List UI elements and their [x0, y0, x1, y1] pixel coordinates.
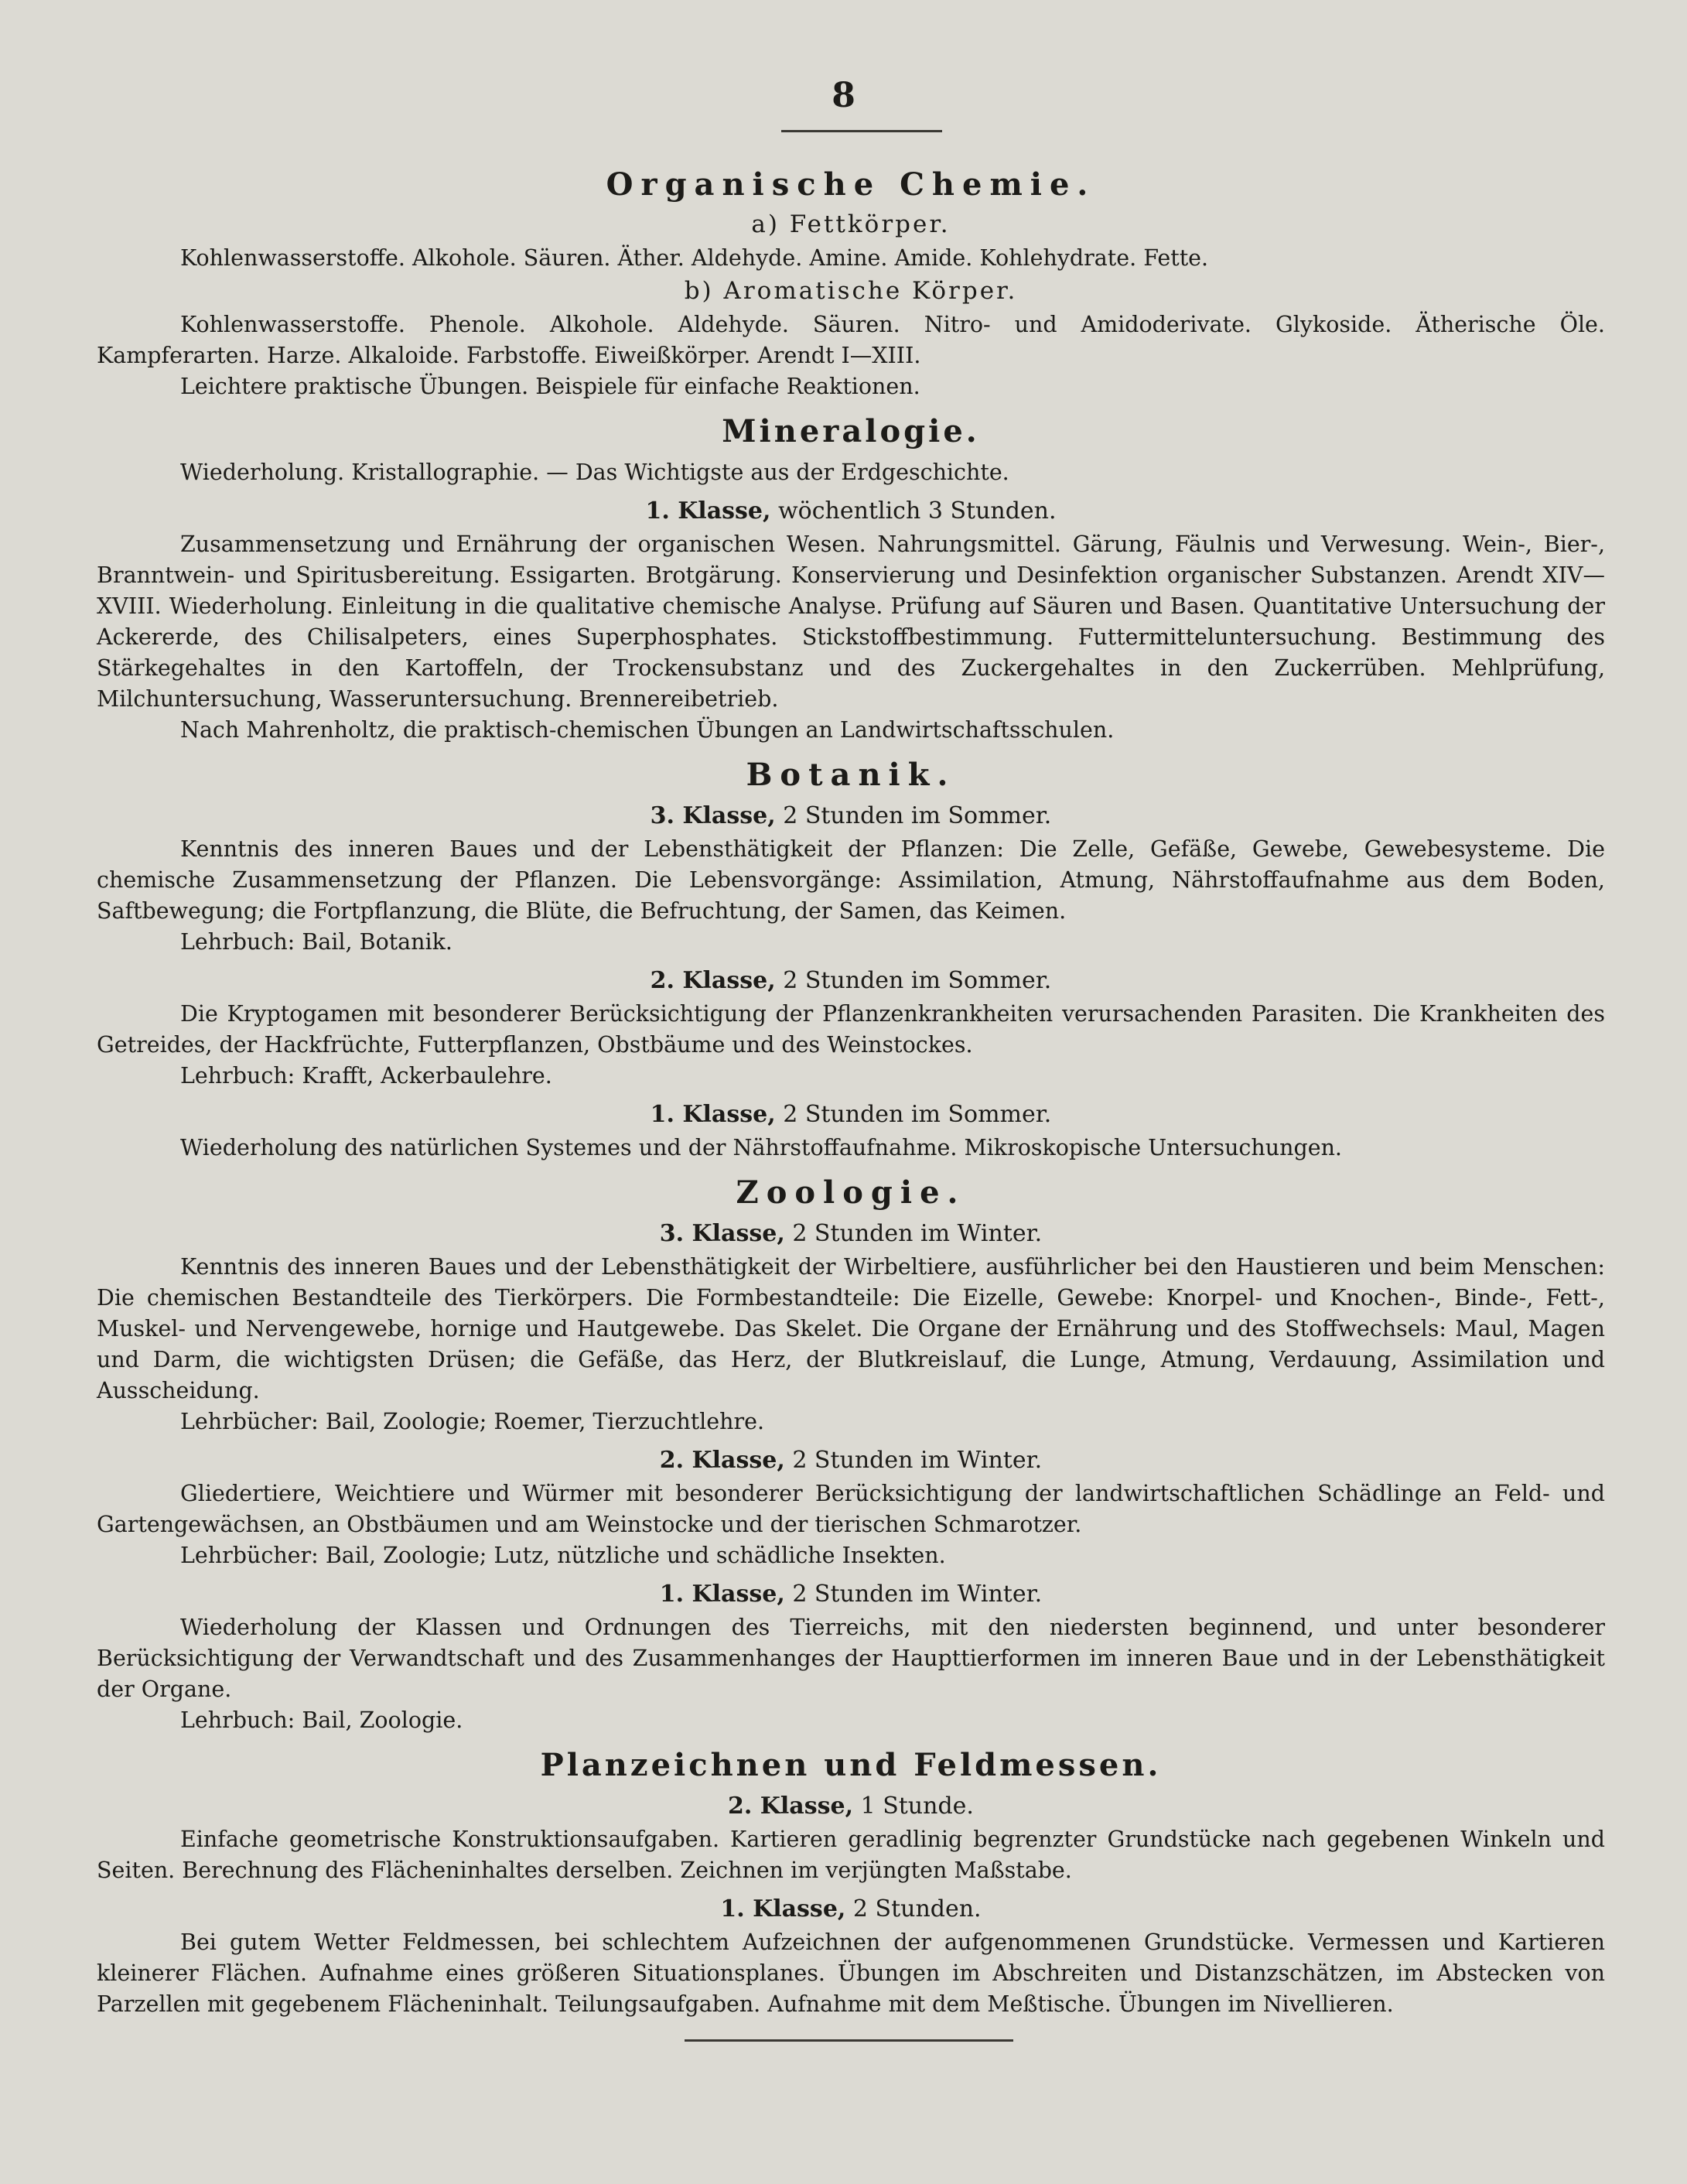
aromatische-koerper-heading: b) Aromatische Körper.	[684, 277, 1018, 305]
klasse-label: 1. Klasse,	[650, 1101, 776, 1128]
mineralogie-text: Wiederholung. Kristallographie. — Das Wichtigste aus der Erdgeschichte.	[180, 460, 1009, 485]
aromatische-koerper-text: Kohlenwasserstoffe. Phenole. Alkohole. Aldehyde. Säuren. Nitro- und Amidoderivate. Glykoside. Ätherische Öle. Kampferarten. Harze. Alkaloide. Farbstoffe. Eiweißkörper. Arendt I—XIII.	[97, 312, 1605, 368]
planzeichnen-klasse-2-text: Einfache geometrische Konstruktionsaufgaben. Kartieren geradlinig begrenzter Grundstücke nach gegebenen Winkeln und Seiten. Berechnung des Flächeninhaltes derselben. Zeichnen im verjüngten Maßstabe.	[97, 1827, 1605, 1883]
top-rule	[781, 130, 942, 132]
mineralogie-klasse-1-text-2: Nach Mahrenholtz, die praktisch-chemischen Übungen an Landwirtschaftsschulen.	[180, 717, 1115, 743]
klasse-label: 2. Klasse,	[650, 967, 776, 994]
zoologie-klasse-2-book: Lehrbücher: Bail, Zoologie; Lutz, nützliche und schädliche Insekten.	[180, 1543, 946, 1568]
mineralogie-klasse-1-text: Zusammensetzung und Ernährung der organischen Wesen. Nahrungsmittel. Gärung, Fäulnis und Verwesung. Wein-, Bier-, Branntwein- und Spiritusbereitung. Essigarten. Brotgärung. Konservierung und Desinfektion organischer Substanzen. Arendt XIV—XVIII. Wiederholung. Einleitung in die qualitative chemische Analyse. Prüfung auf Säuren und Basen. Quantitative Untersuchung der Ackererde, des Chilisalpeters, eines Superphosphates. Stickstoffbestimmung. Futtermitteluntersuchung. Bestimmung des Stärkegehaltes in den Kartoffeln, der Trockensubstanz und des Zuckergehaltes in den Zuckerrüben. Mehlprüfung, Milchuntersuchung, Wasseruntersuchung. Brennereibetrieb.	[97, 531, 1605, 712]
klasse-label: 2. Klasse,	[728, 1793, 854, 1820]
fettkoerper-heading: a) Fettkörper.	[751, 210, 951, 238]
bottom-rule	[685, 2039, 1013, 2042]
zoologie-klasse-1-book: Lehrbuch: Bail, Zoologie.	[180, 1707, 463, 1733]
klasse-label: 1. Klasse,	[645, 497, 771, 525]
klasse-hours: 2 Stunden im Winter.	[792, 1581, 1043, 1608]
page-number: 8	[832, 76, 855, 115]
klasse-hours: 1 Stunde.	[860, 1793, 974, 1820]
klasse-hours: wöchentlich 3 Stunden.	[778, 497, 1057, 525]
botanik-klasse-2-text: Die Kryptogamen mit besonderer Berücksichtigung der Pflanzenkrankheiten verursachenden Parasiten. Die Krankheiten des Getreides, der Hackfrüchte, Futterpflanzen, Obstbäume und des Weinstockes.	[97, 1001, 1605, 1058]
klasse-hours: 2 Stunden im Winter.	[792, 1220, 1043, 1247]
section-organische-chemie-heading: Organische Chemie.	[606, 166, 1096, 203]
klasse-hours: 2 Stunden im Sommer.	[783, 1101, 1052, 1128]
planzeichnen-klasse-2-heading	[97, 1793, 1605, 1820]
section-planzeichnen-heading: Planzeichnen und Feldmessen.	[540, 1747, 1162, 1783]
zoologie-klasse-2-text: Gliedertiere, Weichtiere und Würmer mit besonderer Berücksichtigung der landwirtschaftlichen Schädlinge an Feld- und Gartengewächsen, an Obstbäumen und am Weinstocke und der tierischen Schmarotzer.	[97, 1481, 1605, 1537]
section-botanik-heading: Botanik.	[746, 757, 956, 793]
botanik-klasse-3-heading	[97, 802, 1605, 829]
klasse-label: 2. Klasse,	[659, 1447, 785, 1474]
botanik-klasse-2-book: Lehrbuch: Krafft, Ackerbaulehre.	[180, 1063, 552, 1089]
klasse-hours: 2 Stunden.	[852, 1895, 982, 1923]
klasse-label: 3. Klasse,	[650, 802, 776, 829]
zoologie-klasse-1-text: Wiederholung der Klassen und Ordnungen des Tierreichs, mit den niedersten beginnend, und unter besonderer Berücksichtigung der Verwandtschaft und des Zusammenhanges der Haupttierformen im inneren Baue und in der Lebensthätigkeit der Organe.	[97, 1615, 1605, 1702]
botanik-klasse-3-book: Lehrbuch: Bail, Botanik.	[180, 929, 452, 955]
klasse-label: 3. Klasse,	[659, 1220, 785, 1247]
zoologie-klasse-3-text: Kenntnis des inneren Baues und der Lebensthätigkeit der Wirbeltiere, ausführlicher bei den Haustieren und beim Menschen: Die chemischen Bestandteile des Tierkörpers. Die Formbestandteile: Die Eizelle, Gewebe: Knorpel- und Knochen-, Binde-, Fett-, Muskel- und Nervengewebe, hornige und Hautgewebe. Das Skelet. Die Organe der Ernährung und des Stoffwechsels: Maul, Magen und Darm, die wichtigsten Drüsen; die Gefäße, das Herz, der Blutkreislauf, die Lunge, Atmung, Verdauung, Assimilation und Ausscheidung.	[97, 1254, 1605, 1403]
zoologie-klasse-2-heading	[97, 1447, 1605, 1474]
klasse-hours: 2 Stunden im Winter.	[792, 1447, 1043, 1474]
zoologie-klasse-3-book: Lehrbücher: Bail, Zoologie; Roemer, Tierzuchtlehre.	[180, 1409, 765, 1434]
botanik-klasse-2-heading	[97, 967, 1605, 994]
botanik-klasse-3-text: Kenntnis des inneren Baues und der Lebensthätigkeit der Pflanzen: Die Zelle, Gefäße, Gewebe, Gewebesysteme. Die chemische Zusammensetzung der Pflanzen. Die Lebensvorgänge: Assimilation, Atmung, Nährstoffaufnahme aus dem Boden, Saftbewegung; die Fortpflanzung, die Blüte, die Befruchtung, der Samen, das Keimen.	[97, 836, 1605, 924]
section-zoologie-heading: Zoologie.	[736, 1174, 966, 1211]
section-mineralogie-heading: Mineralogie.	[722, 413, 980, 449]
planzeichnen-klasse-1-text: Bei gutem Wetter Feldmessen, bei schlechtem Aufzeichnen der aufgenommenen Grundstücke. Vermessen und Kartieren kleinerer Flächen. Aufnahme eines größeren Situationsplanes. Übungen im Abschreiten und Distanzschätzen, im Abstecken von Parzellen mit gegebenem Flächeninhalt. Teilungsaufgaben. Aufnahme mit dem Meßtische. Übungen im Nivellieren.	[97, 1929, 1605, 2017]
klasse-label: 1. Klasse,	[720, 1895, 846, 1923]
botanik-klasse-1-text: Wiederholung des natürlichen Systemes und der Nährstoffaufnahme. Mikroskopische Untersuchungen.	[180, 1135, 1342, 1160]
aromatische-koerper-text-2: Leichtere praktische Übungen. Beispiele für einfache Reaktionen.	[180, 374, 920, 399]
planzeichnen-klasse-1-heading	[97, 1895, 1605, 1923]
page-content	[97, 166, 1605, 2020]
mineralogie-klasse-1-heading	[97, 497, 1605, 525]
fettkoerper-text: Kohlenwasserstoffe. Alkohole. Säuren. Äther. Aldehyde. Amine. Amide. Kohlehydrate. Fette.	[180, 245, 1209, 271]
klasse-label: 1. Klasse,	[659, 1581, 785, 1608]
zoologie-klasse-3-heading	[97, 1220, 1605, 1247]
botanik-klasse-1-heading	[97, 1101, 1605, 1128]
klasse-hours: 2 Stunden im Sommer.	[783, 802, 1052, 829]
klasse-hours: 2 Stunden im Sommer.	[783, 967, 1052, 994]
zoologie-klasse-1-heading	[97, 1581, 1605, 1608]
